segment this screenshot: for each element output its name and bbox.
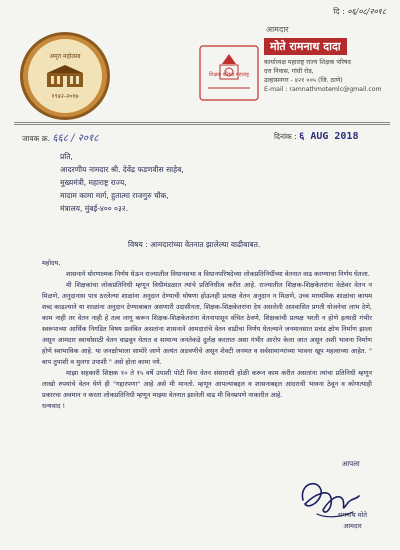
address-line: प्रति, — [60, 152, 73, 161]
letter-body — [42, 258, 372, 412]
letterhead — [264, 24, 396, 94]
signer-name: रामनाथ मोते — [338, 511, 368, 519]
address-line: आदरणीय नामदार श्री. देवेंद्र फडणवीस साहेब, — [60, 165, 184, 174]
letterhead-line: उल्हासनगर - ४२१ ००५ (जि. ठाणे) — [264, 77, 343, 84]
letterhead-role: आमदार — [266, 25, 289, 34]
emblem-text — [198, 60, 260, 90]
top-date — [333, 6, 386, 17]
organization-logo — [20, 32, 110, 120]
header-divider — [14, 124, 390, 125]
body-paragraph: माझा सहकारी शिक्षक १० ते १५ वर्षे उपाशी पोटी विना वेतन संसाराशी होळी करून काम करीत असतांना त्यांचा प्रतिनिधी म्हणून लाखो रुपयांचे वेतन घेणे ही "गद्दारपणा" आहे असे मी मानतो. म्हणून आपल्याबद्दल व शासनाबद्दल आदराची भावना ठेवून व कोणत्याही प्रकारचा अवमान न करता लोकप्रतिनिधी म्हणून माझ्या वेतनात झालेली वाढ मी विनम्रपणे नाकारीत आहे. — [42, 369, 372, 399]
thanks-line: धन्यवाद ! — [42, 402, 66, 410]
letter-date — [274, 128, 358, 142]
signer-block — [338, 510, 367, 532]
header-divider — [14, 122, 390, 123]
reference-value: ६६८ / २०१८ — [52, 133, 99, 144]
address-line: मुख्यमंत्री, महाराष्ट्र राज्य, — [60, 178, 127, 187]
logo-inner — [28, 39, 102, 113]
top-date-value: ०६/०८/२०१८ — [347, 7, 386, 16]
letterhead-name: मोते रामनाथ दादा — [264, 38, 347, 55]
reference-number — [22, 130, 99, 144]
address-line: मादाम कामा मार्ग, हुतात्मा राजगुरु चौक, — [60, 191, 169, 200]
letterhead-line: दत्त निवास, गांधी रोड, — [264, 68, 314, 75]
top-date-label: दि : — [333, 7, 345, 16]
subject-line: विषय : आमदारांच्या वेतनात झालेल्या वाढीबाबत. — [128, 240, 261, 249]
salutation: महोदय, — [42, 259, 61, 267]
logo-top-text: अमृत महोत्सव — [49, 53, 81, 60]
letter-date-label: दिनांक : — [274, 132, 297, 141]
date-stamp: ६ AUG 2018 — [299, 131, 359, 142]
body-paragraph: शासनाने घोरणात्मक निर्णय घेऊन राज्यातील विधानसभा व विधानपरिषदेच्या लोकप्रतिनिधींच्या वेतनात वाढ करण्याचा निर्णय घेतला. — [66, 270, 370, 278]
emblem-caption: शिक्षक परिषद महाराष्ट्र — [208, 72, 250, 78]
letterhead-email: E-mail : ramnathmotemlc@gmail.com — [264, 86, 382, 93]
building-icon — [45, 63, 85, 89]
address-line: मंत्रालय, मुंबई-४०० ०३२. — [60, 204, 129, 213]
logo-bottom-text: १९४२-२०१७ — [51, 93, 79, 100]
reference-label: जावक क्र. — [22, 134, 50, 143]
closing: आपला — [342, 460, 360, 468]
signer-title: आमदार — [343, 522, 362, 530]
letterhead-line: कार्याध्यक्ष महाराष्ट्र राज्य शिक्षक परिषद — [264, 59, 351, 66]
body-paragraph: मी शिक्षकांचा लोकप्रतिनिधी म्हणून विधीमंडळात त्यांचे प्रतिनिधीत्व करीत आहे. राज्यातील शिक्षक-शिक्षकेतरांना वेळेवर वेतन न मिळणे, अनुदानास पात्र ठरलेल्या शाळांना अनुदान देण्याची घोषणा होऊनही प्रत्यक्ष वेतन अनुदान न मिळणे, उच्च माध्यमिक शाळांचा कायम शब्द काढल्याने या शाळांना अनुदान देण्याबाबत असणारी उदासीनता, शिक्षक-शिक्षकेतरांना देय असलेली आश्वासित प्रगती योजनेचा लाभ देणे, काम नाही तर वेतन नाही हे तत्व लागू करून शिक्षक-शिक्षकेतरांना वेतनापासून वंचित ठेवणे, शिक्षकांची प्रत्यक्ष भरती न होणे इत्यादी गंभीर स्वरूपाच्या आर्थिक निगडित विषय प्रलंबित असतांना शासनाने आमदारांचे वेतन वाढीचा निर्णय घेतल्याने जनमानसात प्रचंड क्षोभ निर्माण झाला असून आमदार स्वार्थासाठी वेतन वाढवून घेतात व सामान्य जनतेकडे दुर्लक्ष करतात असा गंभीर आरोप केला जात असून अशी भावना निर्माण होणे स्वाभाविक आहे. या जनक्षोभाला सामोरे जाणे अत्यंत अडचणीचे असून शेवटी जनमत व सर्वसामान्यांच्या भावना खूप महत्वाच्या आहेत. " बाप तुपाशी व मुलगा उपाशी " असे होता कामा नये. — [42, 281, 372, 366]
recipient-address — [60, 150, 184, 215]
